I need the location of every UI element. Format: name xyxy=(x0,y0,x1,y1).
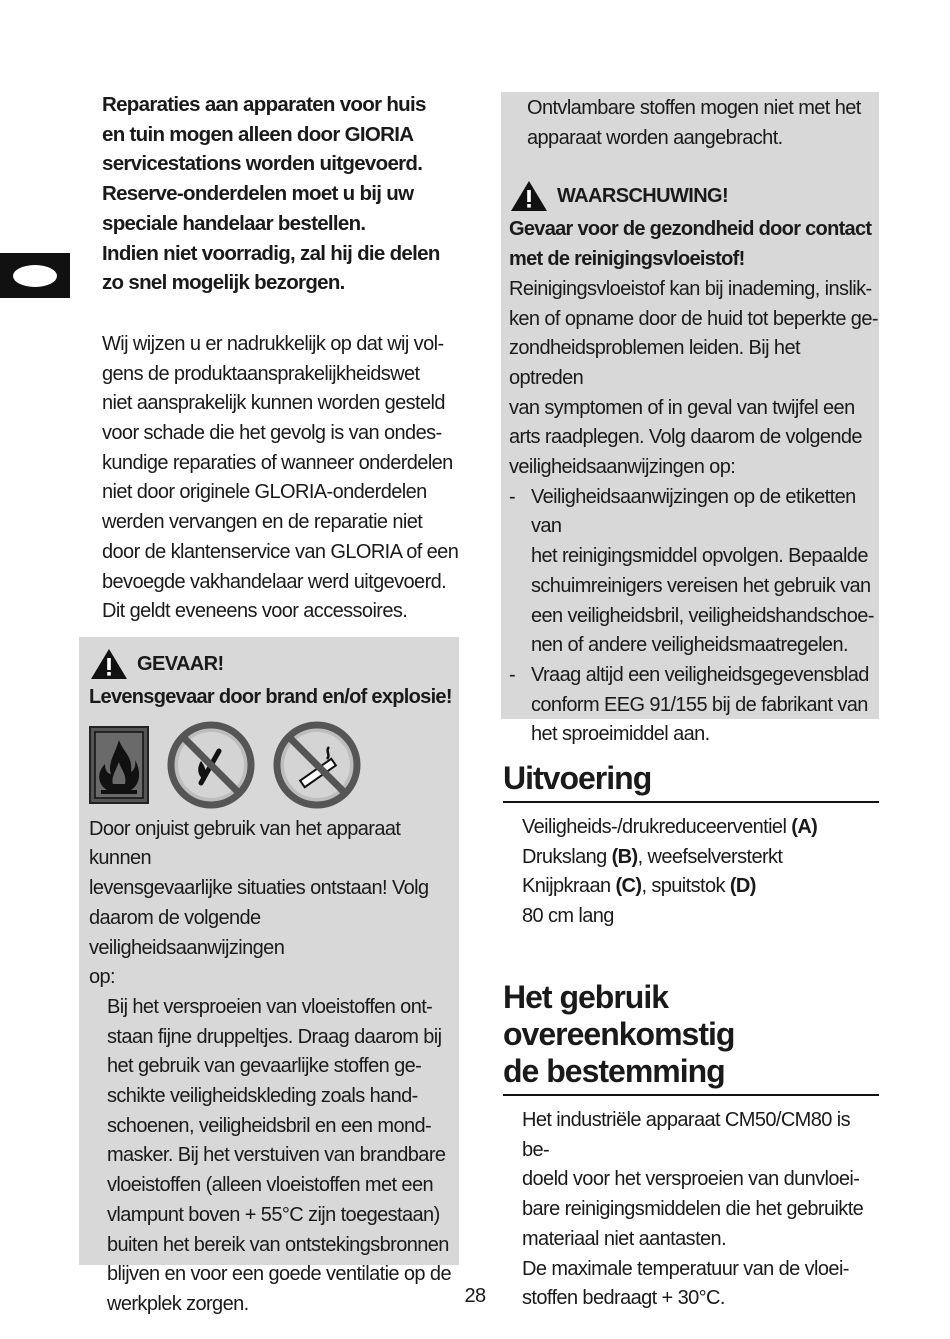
liability-line: werden vervangen en de reparatie niet xyxy=(102,511,423,534)
item-label: (D) xyxy=(729,875,756,898)
left-column xyxy=(102,90,462,627)
danger-instruction-line: schoenen, veiligheidsbril en een mond- xyxy=(107,1114,432,1137)
warning-body-line: Reinigingsvloeistof kan bij inademing, inslik- xyxy=(509,277,872,300)
page-number: 28 xyxy=(464,1285,486,1307)
warning-bullet-line: conform EEG 91/155 bij de fabrikant van xyxy=(531,693,868,716)
danger-instruction-line: buiten het bereik van ontstekingsbronnen xyxy=(107,1233,449,1256)
warning-top-line: Ontvlambare stoffen mogen niet met het xyxy=(527,97,861,119)
danger-instruction-line: schikte veiligheidskleding zoals hand- xyxy=(107,1085,418,1108)
repairs-line: Reserve-onderdelen moet u bij uw xyxy=(102,182,414,206)
warning-top-text xyxy=(509,94,879,153)
uitvoering-item xyxy=(522,813,879,843)
repairs-notice xyxy=(102,90,462,298)
repairs-line: Indien niet voorradig, zal hij die delen xyxy=(102,241,440,265)
warning-bullet-line: schuimreinigers vereisen het gebruik van xyxy=(531,574,871,597)
danger-pictograms xyxy=(89,721,459,809)
repairs-line: servicestations worden uitgevoerd. xyxy=(102,152,423,176)
warning-bullet-line: Vraag altijd een veiligheidsgegevensblad xyxy=(531,663,869,686)
danger-instruction-line: vlampunt boven + 55°C zijn toegestaan) xyxy=(107,1203,440,1226)
gebruik-line: doeld voor het versproeien van dunvloei- xyxy=(522,1168,860,1191)
item-text: Drukslang xyxy=(522,845,612,868)
bullet-dash: - xyxy=(509,485,516,508)
uitvoering-section xyxy=(503,760,879,932)
uitvoering-heading: Uitvoering xyxy=(503,760,879,803)
liability-line: gens de produktaansprakelijkheidswet xyxy=(102,362,420,385)
liability-line: niet aansprakelijk kunnen worden gesteld xyxy=(102,392,445,415)
repairs-line: speciale handelaar bestellen. xyxy=(102,211,366,235)
danger-instruction-line: masker. Bij het verstuiven van brandbare xyxy=(107,1144,446,1167)
warning-bullet xyxy=(509,483,879,661)
liability-line: Dit geldt eveneens voor accessoires. xyxy=(102,600,408,623)
danger-instruction-line: het gebruik van gevaarlijke stoffen ge- xyxy=(107,1055,422,1078)
gebruik-section xyxy=(503,979,879,1314)
gebruik-line: Het industriële apparaat CM50/CM80 is be- xyxy=(522,1109,850,1161)
warning-body-line: van symptomen of in geval van twijfel een xyxy=(509,396,855,419)
item-label: (A) xyxy=(791,816,818,838)
warning-triangle-icon xyxy=(509,179,549,213)
danger-heading xyxy=(89,647,459,681)
language-tab-oval xyxy=(13,265,57,287)
gebruik-line: stoffen bedraagt + 30°C. xyxy=(522,1287,725,1310)
warning-box xyxy=(501,92,879,746)
danger-intro-line: Door onjuist gebruik van het apparaat kunnen xyxy=(89,817,401,870)
warning-body-line: arts raadplegen. Volg daarom de volgende xyxy=(509,426,862,449)
danger-subtitle: Levensgevaar door brand en/of explosie! xyxy=(89,686,452,708)
liability-paragraph xyxy=(102,330,462,627)
item-suffix: , spuitstok xyxy=(641,875,730,898)
warning-top-line: apparaat worden aangebracht. xyxy=(527,126,783,149)
item-text: Knijpkraan xyxy=(522,875,616,898)
uitvoering-item xyxy=(522,843,879,873)
warning-subtitle-line: met de reinigingsvloeistof! xyxy=(509,248,745,271)
danger-box xyxy=(79,637,459,1315)
danger-instruction-line: staan fijne druppeltjes. Draag daarom bij xyxy=(107,1025,442,1048)
repairs-line: en tuin mogen alleen door GIORIA xyxy=(102,122,414,146)
repairs-line: Reparaties aan apparaten voor huis xyxy=(102,93,426,116)
warning-bullet-line: nen of andere veiligheidsmaatregelen. xyxy=(531,634,848,657)
item-suffix: , weefselversterkt xyxy=(637,845,783,868)
gebruik-line: De maximale temperatuur van de vloei- xyxy=(522,1257,849,1280)
warning-bullet-line: het reinigingsmiddel opvolgen. Bepaalde xyxy=(531,545,868,568)
bullet-dash: - xyxy=(509,663,516,686)
danger-intro xyxy=(89,815,459,993)
warning-subtitle xyxy=(509,215,879,274)
uitvoering-item xyxy=(522,902,879,932)
liability-line: door de klantenservice van GLORIA of een xyxy=(102,540,459,563)
danger-instructions xyxy=(89,993,459,1320)
danger-instruction-line: blijven en voor een goede ventilatie op de xyxy=(107,1263,451,1286)
warning-bullet xyxy=(509,661,879,750)
warning-triangle-icon xyxy=(89,647,129,681)
danger-title: GEVAAR! xyxy=(137,652,224,675)
danger-intro-line: op: xyxy=(89,966,116,989)
item-text: 80 cm lang xyxy=(522,905,614,928)
danger-intro-line: daarom de volgende veiligheidsaanwijzingen xyxy=(89,906,285,959)
gebruik-heading-line: Het gebruik overeenkomstig xyxy=(503,979,735,1052)
liability-line: niet door originele GLORIA-onderdelen xyxy=(102,481,427,504)
liability-line: kundige reparaties of wanneer onderdelen xyxy=(102,451,453,474)
gebruik-heading-line: de bestemming xyxy=(503,1053,725,1089)
uitvoering-item xyxy=(522,872,879,902)
language-side-tab xyxy=(0,253,70,298)
danger-instruction-line: Bij het versproeien van vloeistoffen ont- xyxy=(107,995,433,1018)
flammable-icon xyxy=(89,726,149,804)
no-open-flame-icon xyxy=(167,721,255,809)
liability-line: Wij wijzen u er nadrukkelijk op dat wij vol- xyxy=(102,332,444,355)
warning-body-line: zondheidsproblemen leiden. Bij het optreden xyxy=(509,337,800,389)
warning-body-line: ken of opname door de huid tot beperkte ge- xyxy=(509,307,878,330)
gebruik-line: bare reinigingsmiddelen die het gebruikte xyxy=(522,1198,864,1221)
no-smoking-icon xyxy=(273,721,361,809)
warning-body-line: veiligheidsaanwijzingen op: xyxy=(509,456,736,479)
warning-subtitle-line: Gevaar voor de gezondheid door contact xyxy=(509,218,872,241)
liability-line: bevoegde vakhandelaar werd uitgevoerd. xyxy=(102,570,447,593)
item-label: (C) xyxy=(615,875,642,898)
item-text: Veiligheids-/drukreduceerventiel xyxy=(522,816,792,838)
liability-line: voor schade die het gevolg is van ondes- xyxy=(102,422,442,445)
danger-instruction-line: werkplek zorgen. xyxy=(107,1292,249,1315)
gebruik-body xyxy=(503,1106,879,1314)
danger-instruction-line: vloeistoffen (alleen vloeistoffen met een xyxy=(107,1174,433,1197)
warning-bullet-line: Veiligheidsaanwijzingen op de etiketten van xyxy=(531,485,856,538)
warning-heading xyxy=(509,179,879,213)
warning-body xyxy=(509,275,879,483)
repairs-line: zo snel mogelijk bezorgen. xyxy=(102,271,345,295)
gebruik-heading xyxy=(503,979,879,1096)
item-label: (B) xyxy=(611,845,638,868)
warning-bullet-line: een veiligheidsbril, veiligheidshandschoe- xyxy=(531,604,874,627)
uitvoering-list xyxy=(503,813,879,932)
warning-title: WAARSCHUWING! xyxy=(557,184,729,207)
danger-intro-line: levensgevaarlijke situaties ontstaan! Volg xyxy=(89,877,429,900)
warning-bullet-line: het sproeimiddel aan. xyxy=(531,723,710,746)
gebruik-line: materiaal niet aantasten. xyxy=(522,1227,727,1250)
